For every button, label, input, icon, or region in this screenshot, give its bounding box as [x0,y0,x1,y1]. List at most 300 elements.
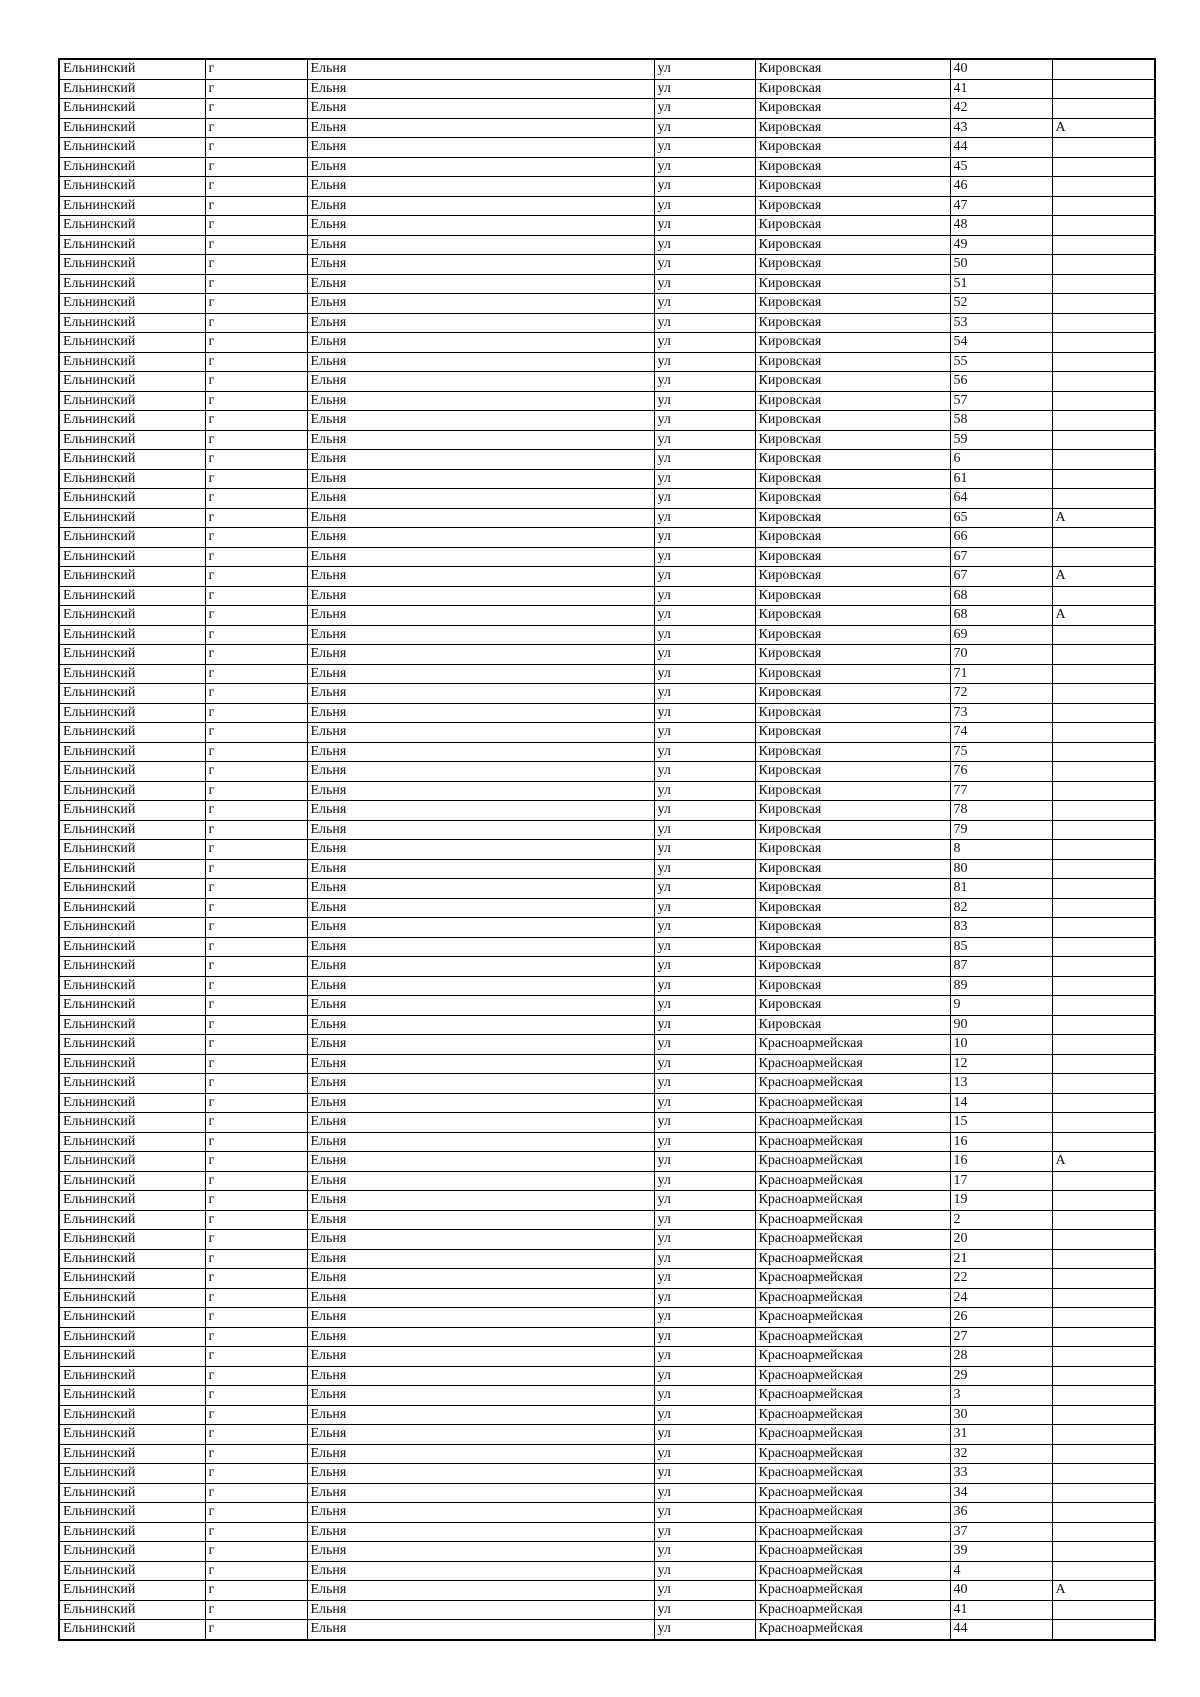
street-type-cell: ул [654,898,755,918]
district-cell: Ельнинский [59,372,205,392]
settlement-type-cell: г [205,79,307,99]
settlement-type-cell: г [205,996,307,1016]
district-cell: Ельнинский [59,937,205,957]
table-row [59,1444,1155,1464]
house-number-cell: 26 [950,1308,1052,1328]
settlement-type-cell: г [205,567,307,587]
street-cell: Кировская [755,157,950,177]
settlement-type-cell: г [205,547,307,567]
table-row [59,1191,1155,1211]
house-number-cell: 64 [950,489,1052,509]
settlement-cell: Ельня [307,528,654,548]
house-number-cell: 83 [950,918,1052,938]
building-letter-cell [1052,1444,1155,1464]
building-letter-cell [1052,274,1155,294]
street-type-cell: ул [654,1522,755,1542]
street-cell: Красноармейская [755,1230,950,1250]
settlement-type-cell: г [205,703,307,723]
settlement-type-cell: г [205,1386,307,1406]
table-row [59,235,1155,255]
building-letter-cell [1052,1015,1155,1035]
settlement-type-cell: г [205,157,307,177]
street-type-cell: ул [654,742,755,762]
district-cell: Ельнинский [59,1269,205,1289]
building-letter-cell [1052,586,1155,606]
house-number-cell: 8 [950,840,1052,860]
settlement-type-cell: г [205,1152,307,1172]
settlement-cell: Ельня [307,1522,654,1542]
table-row [59,313,1155,333]
settlement-cell: Ельня [307,801,654,821]
house-number-cell: 41 [950,1600,1052,1620]
district-cell: Ельнинский [59,625,205,645]
house-number-cell: 57 [950,391,1052,411]
street-type-cell: ул [654,1288,755,1308]
settlement-cell: Ельня [307,586,654,606]
building-letter-cell [1052,1366,1155,1386]
street-type-cell: ул [654,1327,755,1347]
table-row [59,489,1155,509]
settlement-type-cell: г [205,1132,307,1152]
street-type-cell: ул [654,606,755,626]
table-row [59,1581,1155,1601]
street-type-cell: ул [654,1542,755,1562]
house-number-cell: 19 [950,1191,1052,1211]
settlement-type-cell: г [205,1620,307,1640]
building-letter-cell [1052,1347,1155,1367]
house-number-cell: 61 [950,469,1052,489]
street-cell: Красноармейская [755,1093,950,1113]
street-cell: Кировская [755,313,950,333]
table-row [59,1308,1155,1328]
settlement-type-cell: г [205,1074,307,1094]
street-type-cell: ул [654,469,755,489]
building-letter-cell [1052,489,1155,509]
district-cell: Ельнинский [59,1444,205,1464]
building-letter-cell [1052,723,1155,743]
street-type-cell: ул [654,586,755,606]
settlement-cell: Ельня [307,1269,654,1289]
house-number-cell: 42 [950,99,1052,119]
settlement-cell: Ельня [307,762,654,782]
settlement-cell: Ельня [307,1600,654,1620]
settlement-type-cell: г [205,1054,307,1074]
table-row [59,1288,1155,1308]
street-cell: Кировская [755,177,950,197]
street-cell: Кировская [755,274,950,294]
street-cell: Кировская [755,859,950,879]
house-number-cell: 66 [950,528,1052,548]
house-number-cell: 16 [950,1132,1052,1152]
street-cell: Красноармейская [755,1054,950,1074]
settlement-cell: Ельня [307,1054,654,1074]
settlement-type-cell: г [205,235,307,255]
table-row [59,99,1155,119]
district-cell: Ельнинский [59,898,205,918]
table-row [59,859,1155,879]
building-letter-cell [1052,255,1155,275]
settlement-cell: Ельня [307,157,654,177]
table-row [59,333,1155,353]
street-type-cell: ул [654,1269,755,1289]
street-type-cell: ул [654,391,755,411]
table-row [59,781,1155,801]
building-letter-cell [1052,372,1155,392]
table-row [59,1600,1155,1620]
settlement-cell: Ельня [307,645,654,665]
house-number-cell: 68 [950,606,1052,626]
settlement-type-cell: г [205,430,307,450]
district-cell: Ельнинский [59,1132,205,1152]
settlement-cell: Ельня [307,372,654,392]
settlement-cell: Ельня [307,118,654,138]
settlement-cell: Ельня [307,1366,654,1386]
district-cell: Ельнинский [59,469,205,489]
table-row [59,645,1155,665]
district-cell: Ельнинский [59,1074,205,1094]
settlement-cell: Ельня [307,684,654,704]
house-number-cell: 68 [950,586,1052,606]
settlement-type-cell: г [205,645,307,665]
building-letter-cell [1052,918,1155,938]
table-row [59,274,1155,294]
table-row [59,625,1155,645]
district-cell: Ельнинский [59,333,205,353]
district-cell: Ельнинский [59,1035,205,1055]
building-letter-cell [1052,762,1155,782]
building-letter-cell [1052,996,1155,1016]
street-type-cell: ул [654,762,755,782]
settlement-type-cell: г [205,1327,307,1347]
building-letter-cell [1052,1171,1155,1191]
table-row [59,528,1155,548]
street-cell: Кировская [755,586,950,606]
building-letter-cell [1052,1308,1155,1328]
street-type-cell: ул [654,79,755,99]
street-cell: Красноармейская [755,1522,950,1542]
street-cell: Кировская [755,606,950,626]
street-cell: Кировская [755,820,950,840]
street-cell: Красноармейская [755,1249,950,1269]
street-type-cell: ул [654,1425,755,1445]
settlement-cell: Ельня [307,840,654,860]
table-row [59,1152,1155,1172]
building-letter-cell [1052,1483,1155,1503]
settlement-type-cell: г [205,625,307,645]
house-number-cell: 89 [950,976,1052,996]
district-cell: Ельнинский [59,411,205,431]
district-cell: Ельнинский [59,1347,205,1367]
street-cell: Красноармейская [755,1561,950,1581]
settlement-type-cell: г [205,684,307,704]
house-number-cell: 17 [950,1171,1052,1191]
house-number-cell: 40 [950,1581,1052,1601]
table-row [59,118,1155,138]
district-cell: Ельнинский [59,762,205,782]
building-letter-cell [1052,1132,1155,1152]
table-row [59,1620,1155,1640]
house-number-cell: 14 [950,1093,1052,1113]
street-cell: Красноармейская [755,1288,950,1308]
house-number-cell: 77 [950,781,1052,801]
street-cell: Красноармейская [755,1366,950,1386]
street-type-cell: ул [654,1132,755,1152]
district-cell: Ельнинский [59,1522,205,1542]
table-row [59,508,1155,528]
settlement-type-cell: г [205,723,307,743]
house-number-cell: 49 [950,235,1052,255]
settlement-cell: Ельня [307,625,654,645]
building-letter-cell [1052,957,1155,977]
house-number-cell: 9 [950,996,1052,1016]
street-cell: Кировская [755,898,950,918]
street-type-cell: ул [654,1444,755,1464]
settlement-cell: Ельня [307,957,654,977]
table-row [59,703,1155,723]
settlement-cell: Ельня [307,1464,654,1484]
settlement-cell: Ельня [307,1405,654,1425]
building-letter-cell [1052,1327,1155,1347]
settlement-type-cell: г [205,450,307,470]
table-row [59,450,1155,470]
settlement-type-cell: г [205,1600,307,1620]
street-type-cell: ул [654,840,755,860]
district-cell: Ельнинский [59,547,205,567]
district-cell: Ельнинский [59,118,205,138]
settlement-type-cell: г [205,1425,307,1445]
district-cell: Ельнинский [59,1464,205,1484]
table-row [59,996,1155,1016]
building-letter-cell [1052,684,1155,704]
table-row [59,567,1155,587]
house-number-cell: 50 [950,255,1052,275]
building-letter-cell [1052,216,1155,236]
street-type-cell: ул [654,1464,755,1484]
building-letter-cell [1052,1386,1155,1406]
settlement-cell: Ельня [307,1503,654,1523]
house-number-cell: 39 [950,1542,1052,1562]
district-cell: Ельнинский [59,1015,205,1035]
settlement-type-cell: г [205,333,307,353]
street-cell: Кировская [755,235,950,255]
district-cell: Ельнинский [59,1054,205,1074]
settlement-type-cell: г [205,216,307,236]
district-cell: Ельнинский [59,59,205,79]
street-cell: Кировская [755,99,950,119]
street-cell: Красноармейская [755,1152,950,1172]
settlement-type-cell: г [205,859,307,879]
street-cell: Красноармейская [755,1132,950,1152]
address-table [58,58,1156,1641]
building-letter-cell [1052,547,1155,567]
street-type-cell: ул [654,1347,755,1367]
house-number-cell: 28 [950,1347,1052,1367]
settlement-cell: Ельня [307,820,654,840]
house-number-cell: 15 [950,1113,1052,1133]
street-type-cell: ул [654,859,755,879]
district-cell: Ельнинский [59,645,205,665]
house-number-cell: 41 [950,79,1052,99]
house-number-cell: 56 [950,372,1052,392]
settlement-cell: Ельня [307,937,654,957]
table-row [59,1425,1155,1445]
house-number-cell: 79 [950,820,1052,840]
house-number-cell: 47 [950,196,1052,216]
building-letter-cell [1052,1249,1155,1269]
building-letter-cell [1052,235,1155,255]
building-letter-cell [1052,1093,1155,1113]
settlement-cell: Ельня [307,1132,654,1152]
settlement-cell: Ельня [307,976,654,996]
settlement-type-cell: г [205,196,307,216]
settlement-cell: Ельня [307,567,654,587]
building-letter-cell [1052,59,1155,79]
settlement-cell: Ельня [307,79,654,99]
table-row [59,684,1155,704]
building-letter-cell [1052,976,1155,996]
building-letter-cell [1052,840,1155,860]
street-type-cell: ул [654,723,755,743]
district-cell: Ельнинский [59,703,205,723]
district-cell: Ельнинский [59,586,205,606]
district-cell: Ельнинский [59,606,205,626]
building-letter-cell: А [1052,1581,1155,1601]
building-letter-cell [1052,313,1155,333]
settlement-cell: Ельня [307,1444,654,1464]
house-number-cell: 72 [950,684,1052,704]
street-cell: Красноармейская [755,1405,950,1425]
district-cell: Ельнинский [59,313,205,333]
street-type-cell: ул [654,450,755,470]
building-letter-cell [1052,859,1155,879]
table-row [59,469,1155,489]
street-type-cell: ул [654,1561,755,1581]
house-number-cell: 54 [950,333,1052,353]
settlement-cell: Ельня [307,1152,654,1172]
building-letter-cell [1052,703,1155,723]
settlement-type-cell: г [205,801,307,821]
settlement-type-cell: г [205,606,307,626]
street-cell: Красноармейская [755,1308,950,1328]
district-cell: Ельнинский [59,1327,205,1347]
house-number-cell: 48 [950,216,1052,236]
street-type-cell: ул [654,1152,755,1172]
building-letter-cell [1052,1230,1155,1250]
building-letter-cell [1052,99,1155,119]
street-cell: Кировская [755,508,950,528]
house-number-cell: 37 [950,1522,1052,1542]
street-cell: Кировская [755,645,950,665]
settlement-type-cell: г [205,1230,307,1250]
house-number-cell: 76 [950,762,1052,782]
settlement-cell: Ельня [307,1386,654,1406]
district-cell: Ельнинский [59,1210,205,1230]
settlement-cell: Ельня [307,1425,654,1445]
district-cell: Ельнинский [59,742,205,762]
table-row [59,1269,1155,1289]
table-row [59,216,1155,236]
table-row [59,59,1155,79]
house-number-cell: 29 [950,1366,1052,1386]
street-cell: Кировская [755,625,950,645]
street-type-cell: ул [654,1405,755,1425]
street-cell: Кировская [755,528,950,548]
table-row [59,1074,1155,1094]
building-letter-cell [1052,664,1155,684]
street-cell: Кировская [755,411,950,431]
house-number-cell: 32 [950,1444,1052,1464]
building-letter-cell: А [1052,1152,1155,1172]
street-cell: Красноармейская [755,1210,950,1230]
street-type-cell: ул [654,625,755,645]
table-row [59,918,1155,938]
settlement-cell: Ельня [307,996,654,1016]
building-letter-cell [1052,1288,1155,1308]
house-number-cell: 52 [950,294,1052,314]
street-type-cell: ул [654,1483,755,1503]
house-number-cell: 21 [950,1249,1052,1269]
building-letter-cell [1052,157,1155,177]
building-letter-cell [1052,1191,1155,1211]
street-cell: Красноармейская [755,1444,950,1464]
house-number-cell: 74 [950,723,1052,743]
street-cell: Кировская [755,840,950,860]
table-row [59,957,1155,977]
street-type-cell: ул [654,216,755,236]
building-letter-cell [1052,1035,1155,1055]
district-cell: Ельнинский [59,840,205,860]
street-cell: Кировская [755,664,950,684]
settlement-type-cell: г [205,879,307,899]
district-cell: Ельнинский [59,255,205,275]
street-type-cell: ул [654,1171,755,1191]
settlement-type-cell: г [205,1269,307,1289]
house-number-cell: 67 [950,567,1052,587]
settlement-type-cell: г [205,1347,307,1367]
building-letter-cell [1052,625,1155,645]
settlement-cell: Ельня [307,898,654,918]
settlement-type-cell: г [205,1093,307,1113]
house-number-cell: 36 [950,1503,1052,1523]
table-row [59,1054,1155,1074]
district-cell: Ельнинский [59,430,205,450]
settlement-cell: Ельня [307,1581,654,1601]
street-cell: Кировская [755,762,950,782]
district-cell: Ельнинский [59,1171,205,1191]
street-type-cell: ул [654,1191,755,1211]
settlement-type-cell: г [205,1444,307,1464]
street-type-cell: ул [654,59,755,79]
street-cell: Красноармейская [755,1327,950,1347]
house-number-cell: 12 [950,1054,1052,1074]
building-letter-cell [1052,1542,1155,1562]
street-type-cell: ул [654,157,755,177]
settlement-type-cell: г [205,898,307,918]
street-cell: Красноармейская [755,1425,950,1445]
street-type-cell: ул [654,138,755,158]
settlement-cell: Ельня [307,1113,654,1133]
settlement-type-cell: г [205,1113,307,1133]
settlement-type-cell: г [205,177,307,197]
district-cell: Ельнинский [59,957,205,977]
street-cell: Кировская [755,294,950,314]
street-cell: Кировская [755,59,950,79]
house-number-cell: 87 [950,957,1052,977]
building-letter-cell [1052,294,1155,314]
street-cell: Кировская [755,684,950,704]
building-letter-cell [1052,1210,1155,1230]
district-cell: Ельнинский [59,1308,205,1328]
